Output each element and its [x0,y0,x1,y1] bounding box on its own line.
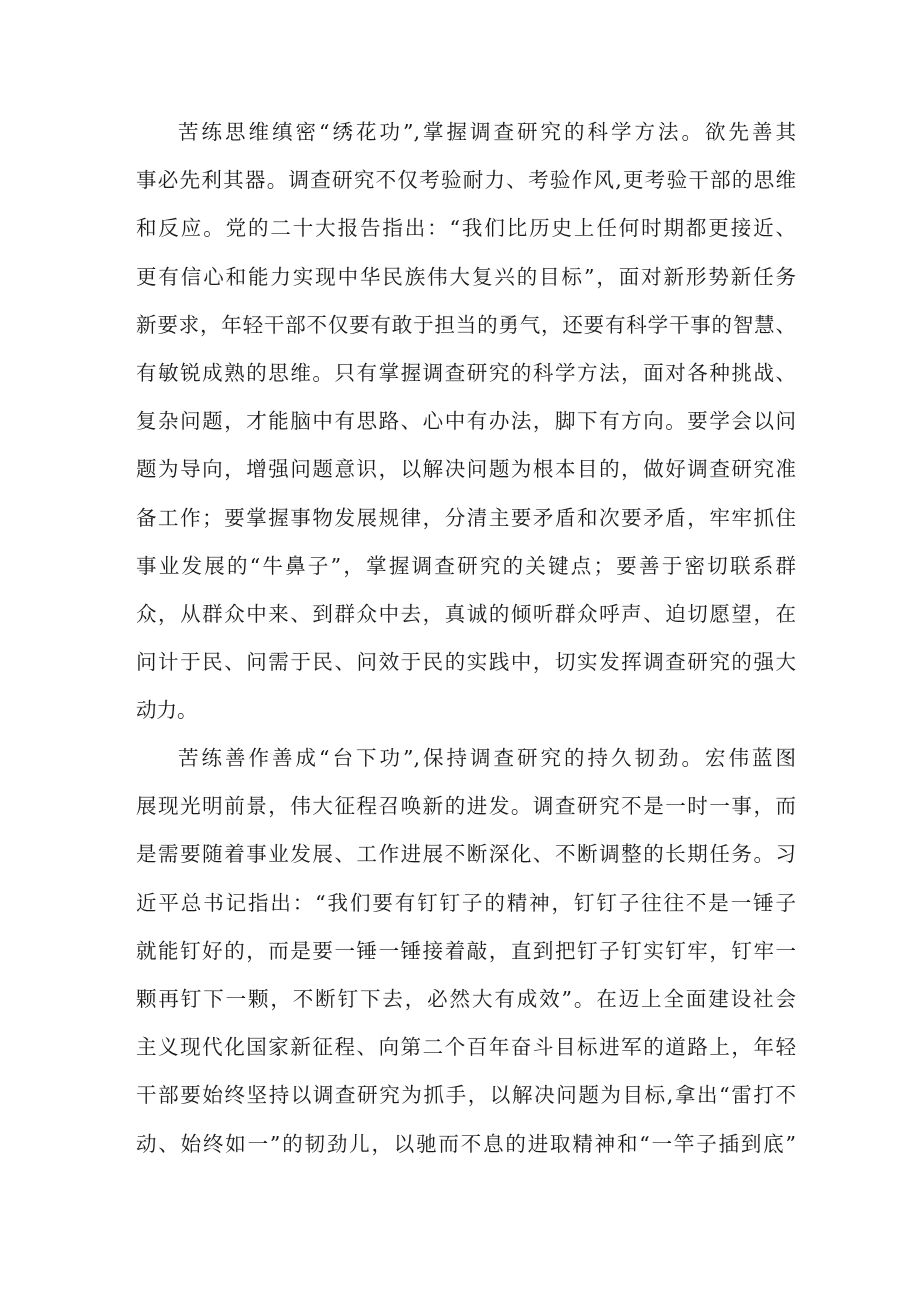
paragraph-line: 和反应。党的二十大报告指出：“我们比历史上任何时期都更接近、 [136,216,796,241]
paragraph-line: 事业发展的“牛鼻子”，掌握调查研究的关键点；要善于密切联系群 [136,553,796,578]
paragraph-line: 更有信心和能力实现中华民族伟大复兴的目标”，面对新形势新任务 [136,264,796,289]
paragraph-research-methods [136,112,796,738]
paragraph-line: 有敏锐成熟的思维。只有掌握调查研究的科学方法，面对各种挑战、 [136,360,796,385]
paragraph-persistent-effort [136,738,796,1172]
paragraph-line: 就能钉好的，而是要一锤一锤接着敲，直到把钉子钉实钉牢，钉牢一 [136,938,796,963]
paragraph-line: 主义现代化国家新征程、向第二个百年奋斗目标进军的道路上，年轻 [136,1035,796,1060]
paragraph-line: 近平总书记指出：“我们要有钉钉子的精神，钉钉子往往不是一锤子 [136,890,796,915]
paragraph-line: 颗再钉下一颗，不断钉下去，必然大有成效”。在迈上全面建设社会 [136,986,796,1011]
paragraph-line: 复杂问题，才能脑中有思路、心中有办法，脚下有方向。要学会以问 [136,409,796,434]
paragraph-line: 题为导向，增强问题意识，以解决问题为根本目的，做好调查研究准 [136,457,796,482]
paragraph-line: 众，从群众中来、到群众中去，真诚的倾听群众呼声、迫切愿望，在 [136,601,796,626]
paragraph-line: 事必先利其器。调查研究不仅考验耐力、考验作风,更考验干部的思维 [136,168,796,193]
paragraph-line: 动力。 [136,698,198,723]
paragraph-line: 苦练思维缜密“绣花功”,掌握调查研究的科学方法。欲先善其 [178,120,796,144]
paragraph-line: 问计于民、问需于民、问效于民的实践中，切实发挥调查研究的强大 [136,650,796,675]
paragraph-line: 是需要随着事业发展、工作进展不断深化、不断调整的长期任务。习 [136,842,796,867]
paragraph-line: 新要求，年轻干部不仅要有敢于担当的勇气，还要有科学干事的智慧、 [136,312,796,337]
paragraph-line: 动、始终如一”的韧劲儿，以驰而不息的进取精神和“一竿子插到底” [136,1131,796,1156]
paragraph-line: 干部要始终坚持以调查研究为抓手，以解决问题为目标,拿出“雷打不 [136,1083,796,1108]
paragraph-line: 备工作；要掌握事物发展规律，分清主要矛盾和次要矛盾，牢牢抓住 [136,505,796,530]
paragraph-line: 苦练善作善成“台下功”,保持调查研究的持久韧劲。宏伟蓝图 [178,746,796,770]
paragraph-line: 展现光明前景，伟大征程召唤新的进发。调查研究不是一时一事，而 [136,794,796,819]
